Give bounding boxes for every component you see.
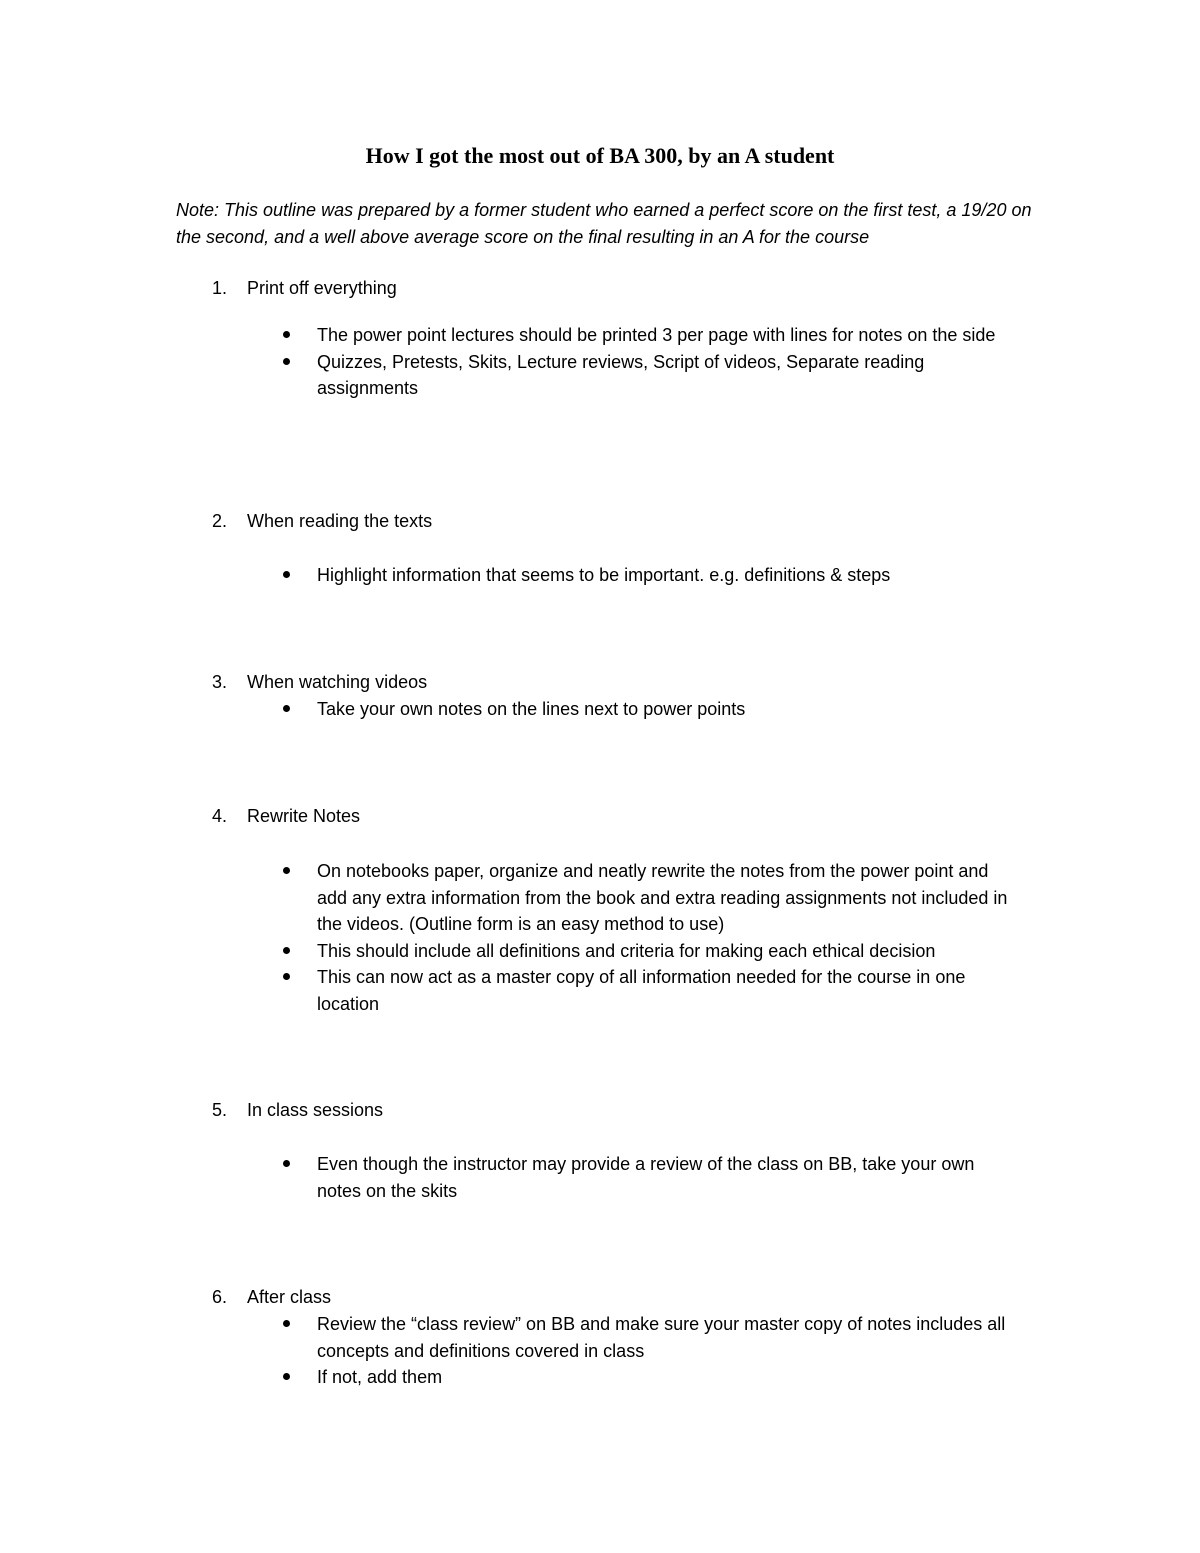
section-title: When watching videos (247, 672, 428, 692)
section-number: 2. (212, 511, 228, 531)
section-heading (0, 508, 1200, 535)
bullet-icon (283, 571, 290, 578)
section-heading (0, 803, 1200, 830)
section-4 (0, 803, 1200, 1017)
bullet-text: Even though the instructor may provide a review of the class on BB, take your own notes on the skits (317, 1154, 975, 1201)
bullet-icon (283, 1320, 290, 1327)
bullet-icon (283, 705, 290, 712)
bullet-list (0, 858, 1200, 1017)
bullet-icon (283, 867, 290, 874)
bullet-text: The power point lectures should be printed 3 per page with lines for notes on the side (317, 325, 996, 345)
section-number: 3. (212, 672, 228, 692)
bullet-icon (283, 358, 290, 365)
bullet-list (0, 696, 1200, 723)
bullet-text: On notebooks paper, organize and neatly rewrite the notes from the power point and add any extra information from the book and extra reading assignments not included in the videos. (Outline form is an easy method to use) (317, 861, 1008, 934)
section-title: After class (247, 1287, 332, 1307)
section-number: 6. (212, 1287, 228, 1307)
section-6 (0, 1284, 1200, 1391)
list-item (0, 938, 1017, 965)
list-item (0, 349, 1017, 402)
list-item (0, 322, 1017, 349)
bullet-icon (283, 973, 290, 980)
section-3 (0, 669, 1200, 723)
bullet-text: Quizzes, Pretests, Skits, Lecture reviews, Script of videos, Separate reading assignments (317, 351, 925, 398)
bullet-list (0, 322, 1200, 402)
section-title: Rewrite Notes (247, 806, 361, 826)
bullet-icon (283, 331, 290, 338)
section-heading (0, 1284, 1200, 1311)
section-heading (0, 669, 1200, 696)
section-5 (0, 1097, 1200, 1204)
section-title: When reading the texts (247, 511, 433, 531)
intro-note: Note: This outline was prepared by a former student who earned a perfect score on the first test, a 19/20 on the second, and a well above average score on the final resulting in an A for the course (176, 200, 1032, 247)
list-item (0, 562, 1017, 589)
bullet-list (0, 1311, 1200, 1391)
section-title: In class sessions (247, 1100, 384, 1120)
section-1 (0, 275, 1200, 402)
bullet-text: If not, add them (317, 1367, 443, 1387)
bullet-list (0, 1151, 1200, 1204)
section-number: 5. (212, 1100, 228, 1120)
bullet-icon (283, 1160, 290, 1167)
section-2 (0, 508, 1200, 589)
bullet-icon (283, 947, 290, 954)
section-number: 1. (212, 278, 228, 298)
list-item (0, 1364, 1017, 1391)
bullet-list (0, 562, 1200, 589)
list-item (0, 696, 1017, 723)
bullet-icon (283, 1373, 290, 1380)
section-number: 4. (212, 806, 228, 826)
section-heading (0, 1097, 1200, 1124)
section-title: Print off everything (247, 278, 397, 298)
list-item (0, 858, 1017, 938)
bullet-text: This should include all definitions and criteria for making each ethical decision (317, 940, 936, 961)
bullet-text: Review the “class review” on BB and make sure your master copy of notes includes all concepts and definitions covered in class (317, 1314, 1006, 1361)
section-heading (0, 275, 1200, 302)
bullet-text: This can now act as a master copy of all information needed for the course in one location (317, 967, 966, 1014)
bullet-text: Take your own notes on the lines next to power points (317, 699, 746, 719)
list-item (0, 964, 1017, 1017)
list-item (0, 1151, 1017, 1204)
bullet-text: Highlight information that seems to be important. e.g. definitions & steps (317, 565, 891, 585)
list-item (0, 1311, 1017, 1364)
document-title: How I got the most out of BA 300, by an A student (365, 143, 835, 168)
